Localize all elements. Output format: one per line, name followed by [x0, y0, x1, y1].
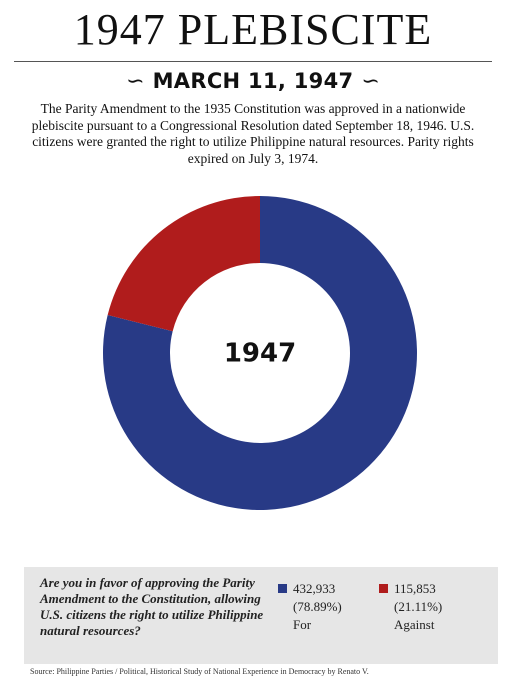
results-panel	[24, 567, 498, 664]
legend-against-swatch	[379, 584, 388, 593]
donut-chart	[0, 196, 506, 520]
source-footnote: Source: Philippine Parties / Political, Historical Study of National Experience in Democracy by Renato V.	[30, 667, 369, 676]
flourish-right-icon: ∽	[361, 68, 380, 94]
legend-for-swatch	[278, 584, 287, 593]
against-count: 115,853	[394, 581, 436, 596]
flourish-left-icon: ∽	[126, 68, 145, 94]
title-divider	[14, 61, 492, 62]
against-percent: (21.11%)	[394, 599, 443, 614]
donut-slice-against	[108, 196, 260, 331]
description-text: The Parity Amendment to the 1935 Constitution was approved in a nationwide plebiscite pursuant to a Congressional Resolution dated September 18, 1946. U.S. citizens were granted the right to utilize Philippine natural resources. Parity rights expired on July 3, 1974.	[31, 101, 475, 166]
date-heading	[0, 66, 506, 96]
for-percent: (78.89%)	[293, 599, 342, 614]
chart-center-label: 1947	[223, 338, 297, 369]
for-count: 432,933	[293, 581, 336, 596]
ballot-question: Are you in favor of approving the Parity Amendment to the Constitution, allowing U.S. citizens the right to utilize Philippine natural resources?	[40, 575, 264, 638]
page-title: 1947 PLEBISCITE	[73, 5, 433, 54]
for-label: For	[293, 617, 312, 632]
against-label: Against	[394, 617, 435, 632]
date-label: MARCH 11, 1947	[152, 69, 354, 93]
